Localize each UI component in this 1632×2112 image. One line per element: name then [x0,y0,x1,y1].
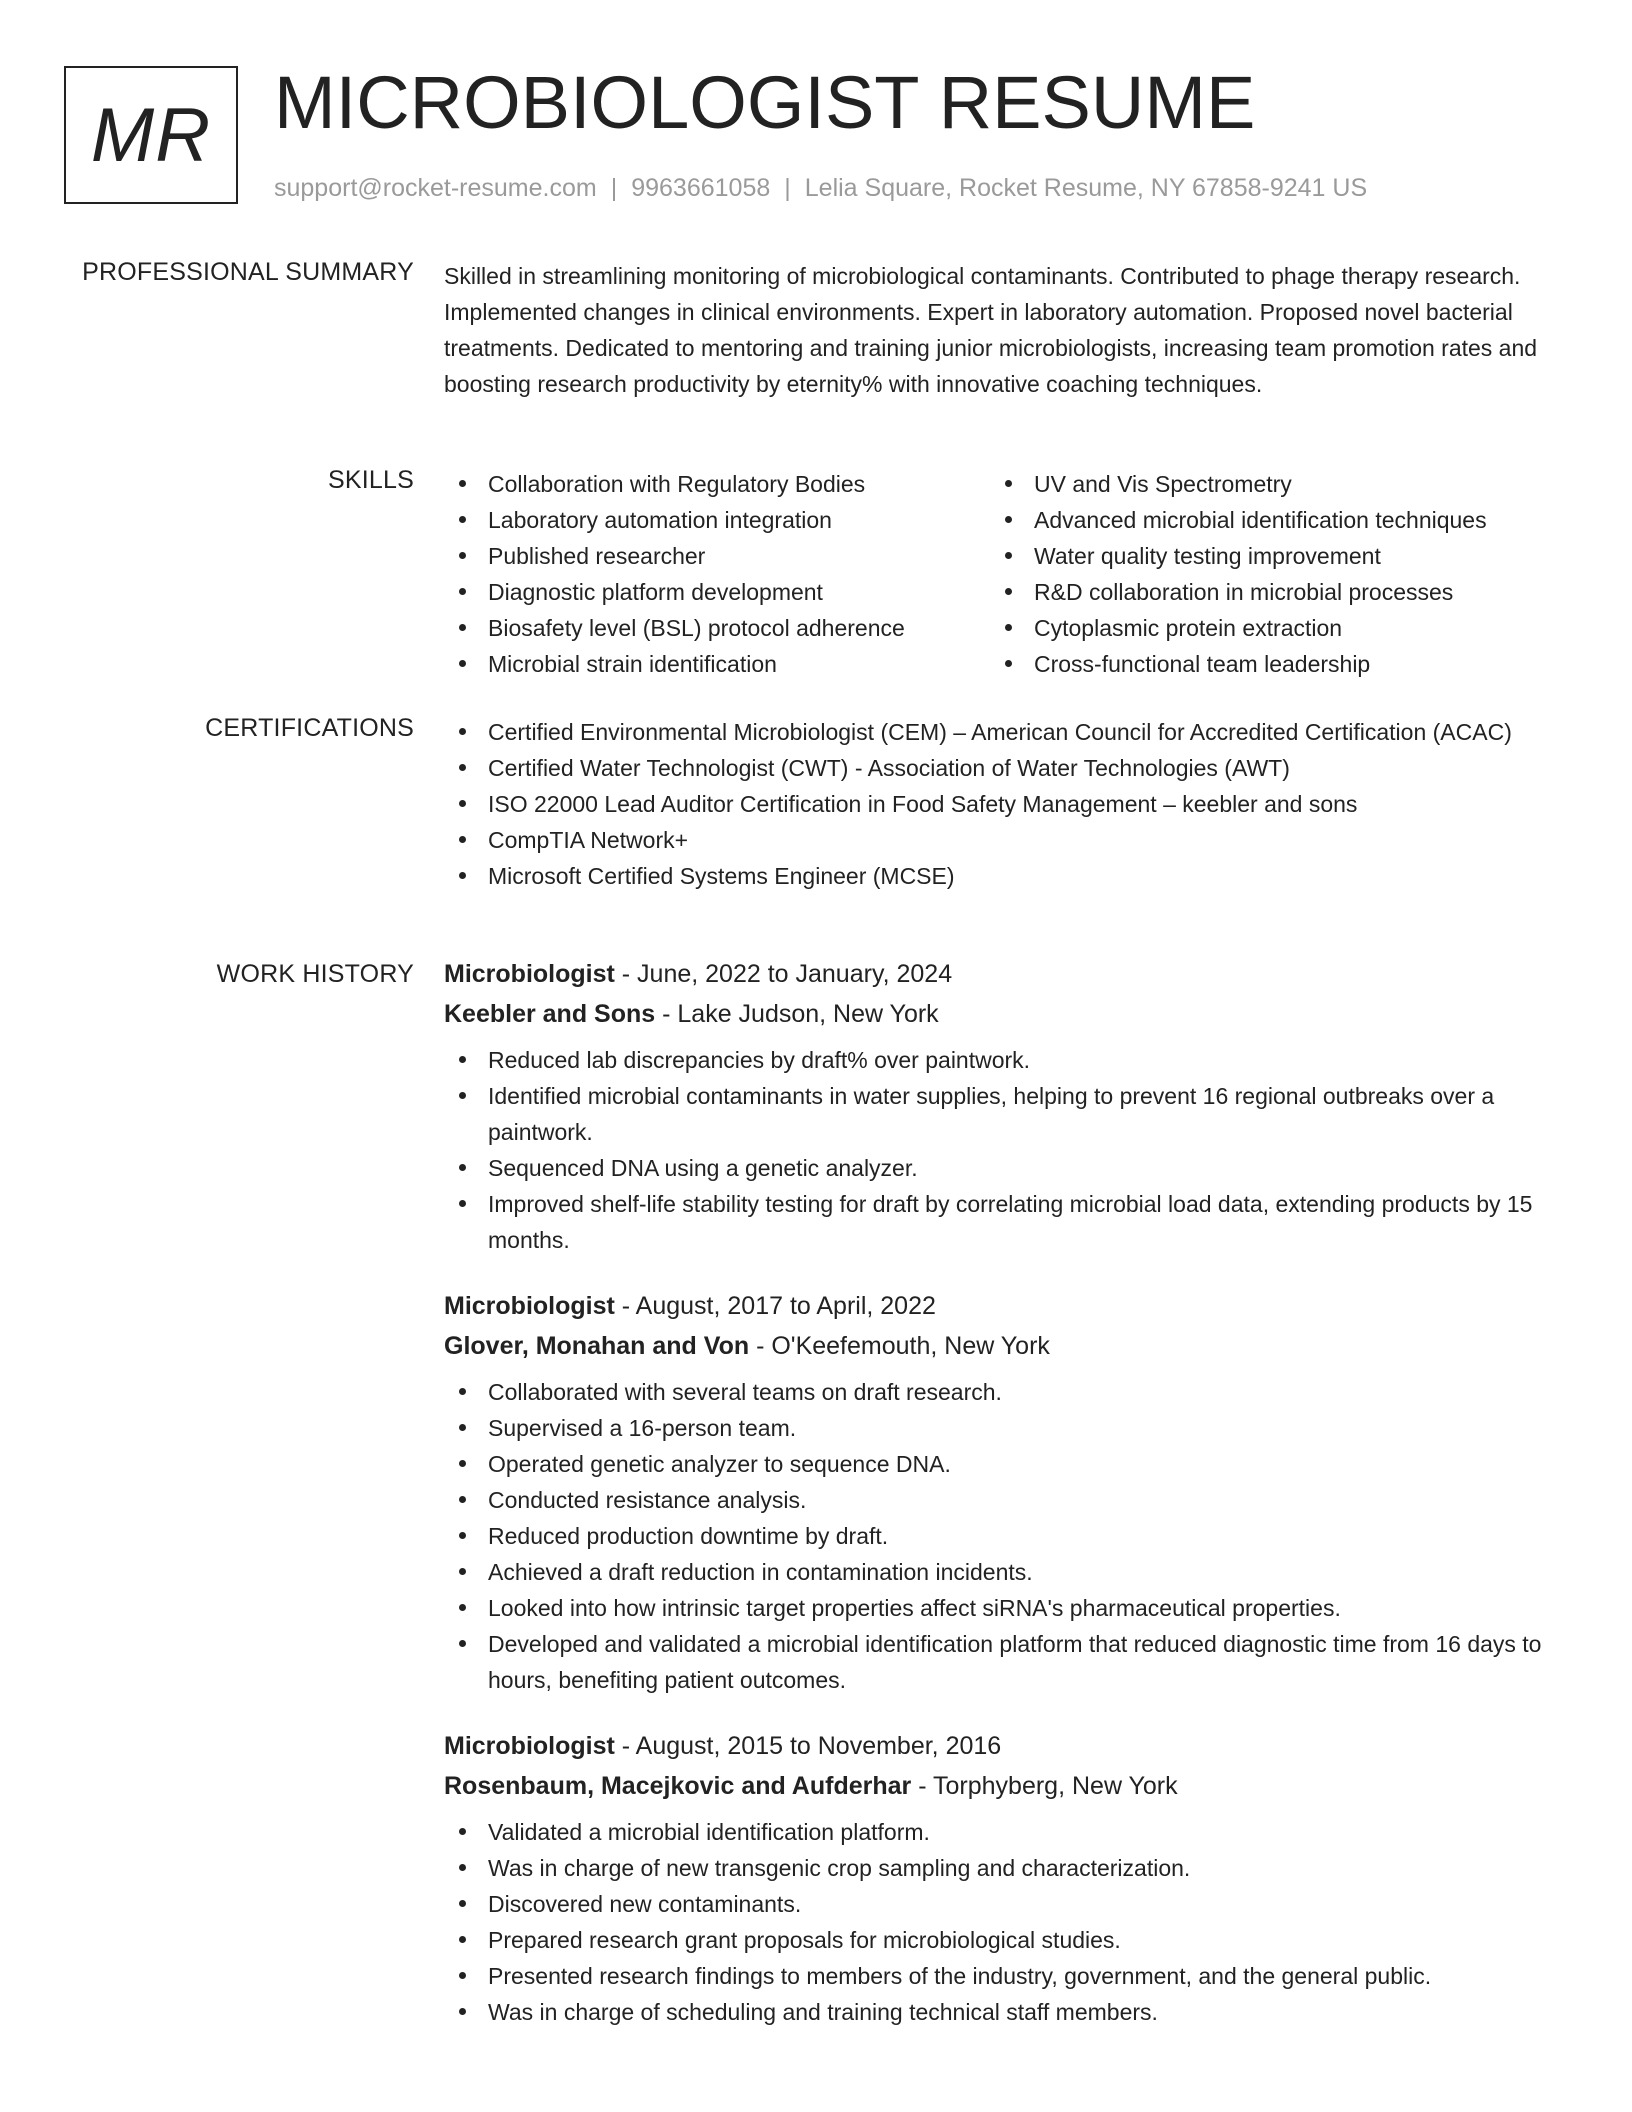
job-company: Rosenbaum, Macejkovic and Aufderhar [444,1772,912,1800]
job-bullet: Presented research findings to members of the industry, government, and the general public. [444,1958,1554,1994]
job-bullet: Collaborated with several teams on draft research. [444,1374,1554,1410]
job-title-line [444,1726,1554,1766]
contact-line [274,174,1367,203]
job-entry [444,954,1554,1258]
job-title: Microbiologist [444,1292,615,1320]
job-bullet: Conducted resistance analysis. [444,1482,1554,1518]
job-bullet: Looked into how intrinsic target properties affect siRNA's pharmaceutical properties. [444,1590,1554,1626]
job-bullet: Prepared research grant proposals for microbiological studies. [444,1922,1554,1958]
skill-item: Microbial strain identification [444,646,990,682]
job-bullet: Reduced production downtime by draft. [444,1518,1554,1554]
monogram-initials: MR [90,92,212,178]
job-bullet: Operated genetic analyzer to sequence DNA. [444,1446,1554,1482]
job-bullets [444,1374,1554,1698]
job-company-line [444,1326,1554,1366]
skill-item: Diagnostic platform development [444,574,990,610]
job-bullet: Was in charge of new transgenic crop sampling and characterization. [444,1850,1554,1886]
skill-item: Published researcher [444,538,990,574]
resume-header [64,61,1564,214]
summary-text: Skilled in streamlining monitoring of microbiological contaminants. Contributed to phage therapy research. Implemented changes in clinical environments. Expert in laboratory automation. Proposed novel bacterial treatments. Dedicated to mentoring and training junior microbiologists, increasing team promotion rates and boosting research productivity by eternity% with innovative coaching techniques. [444,263,1538,397]
certifications-list [444,714,1554,894]
job-bullet: Reduced lab discrepancies by draft% over paintwork. [444,1042,1554,1078]
job-bullets [444,1042,1554,1258]
contact-address: Lelia Square, Rocket Resume, NY 67858-9241 US [804,174,1368,202]
job-location: - Torphyberg, New York [911,1772,1178,1800]
job-location: - O'Keefemouth, New York [749,1332,1050,1360]
job-entry [444,1286,1554,1698]
contact-separator: | [610,174,618,202]
skill-item: Biosafety level (BSL) protocol adherence [444,610,990,646]
section-heading-work-history: WORK HISTORY [216,960,414,988]
job-bullet: Developed and validated a microbial identification platform that reduced diagnostic time from 16 days to hours, benefiting patient outcomes. [444,1626,1554,1698]
job-location: - Lake Judson, New York [655,1000,939,1028]
section-heading-summary: PROFESSIONAL SUMMARY [82,258,414,286]
job-company-line [444,1766,1554,1806]
contact-email: support@rocket-resume.com [274,174,597,202]
job-title: Microbiologist [444,960,615,988]
job-title-line [444,954,1554,994]
job-entry [444,1726,1554,2030]
job-title: Microbiologist [444,1732,615,1760]
certification-item: Certified Environmental Microbiologist (CEM) – American Council for Accredited Certification (ACAC) [444,714,1554,750]
skill-item: UV and Vis Spectrometry [990,466,1536,502]
job-bullet: Achieved a draft reduction in contamination incidents. [444,1554,1554,1590]
resume-title: MICROBIOLOGIST RESUME [274,61,1256,144]
job-company: Keebler and Sons [444,1000,656,1028]
job-bullet: Identified microbial contaminants in water supplies, helping to prevent 16 regional outbreaks over a paintwork. [444,1078,1554,1150]
skill-item: Cross-functional team leadership [990,646,1536,682]
job-bullet: Improved shelf-life stability testing for draft by correlating microbial load data, extending products by 15 months. [444,1186,1554,1258]
job-company: Glover, Monahan and Von [444,1332,750,1360]
skill-item: Cytoplasmic protein extraction [990,610,1536,646]
job-bullet: Supervised a 16-person team. [444,1410,1554,1446]
job-company-line [444,994,1554,1034]
skill-item: Collaboration with Regulatory Bodies [444,466,990,502]
job-title-line [444,1286,1554,1326]
job-dates: - June, 2022 to January, 2024 [614,960,953,988]
certification-item: CompTIA Network+ [444,822,1554,858]
contact-separator: | [784,174,791,202]
monogram-box [64,66,238,204]
job-dates: - August, 2017 to April, 2022 [614,1292,936,1320]
job-dates: - August, 2015 to November, 2016 [614,1732,1002,1760]
section-heading-certifications: CERTIFICATIONS [205,714,414,742]
certification-item: Microsoft Certified Systems Engineer (MCSE) [444,858,1554,894]
job-bullet: Discovered new contaminants. [444,1886,1554,1922]
contact-phone: 9963661058 [631,174,771,202]
job-bullet: Validated a microbial identification platform. [444,1814,1554,1850]
job-bullet: Was in charge of scheduling and training technical staff members. [444,1994,1554,2030]
section-heading-skills: SKILLS [328,466,414,494]
skills-column-left [444,466,990,682]
skill-item: Water quality testing improvement [990,538,1536,574]
skills-grid [444,466,1554,682]
certification-item: ISO 22000 Lead Auditor Certification in Food Safety Management – keebler and sons [444,786,1554,822]
job-bullet: Sequenced DNA using a genetic analyzer. [444,1150,1554,1186]
skill-item: Advanced microbial identification techniques [990,502,1536,538]
skill-item: Laboratory automation integration [444,502,990,538]
job-bullets [444,1814,1554,2030]
certification-item: Certified Water Technologist (CWT) - Association of Water Technologies (AWT) [444,750,1554,786]
skill-item: R&D collaboration in microbial processes [990,574,1536,610]
skills-column-right [990,466,1536,682]
